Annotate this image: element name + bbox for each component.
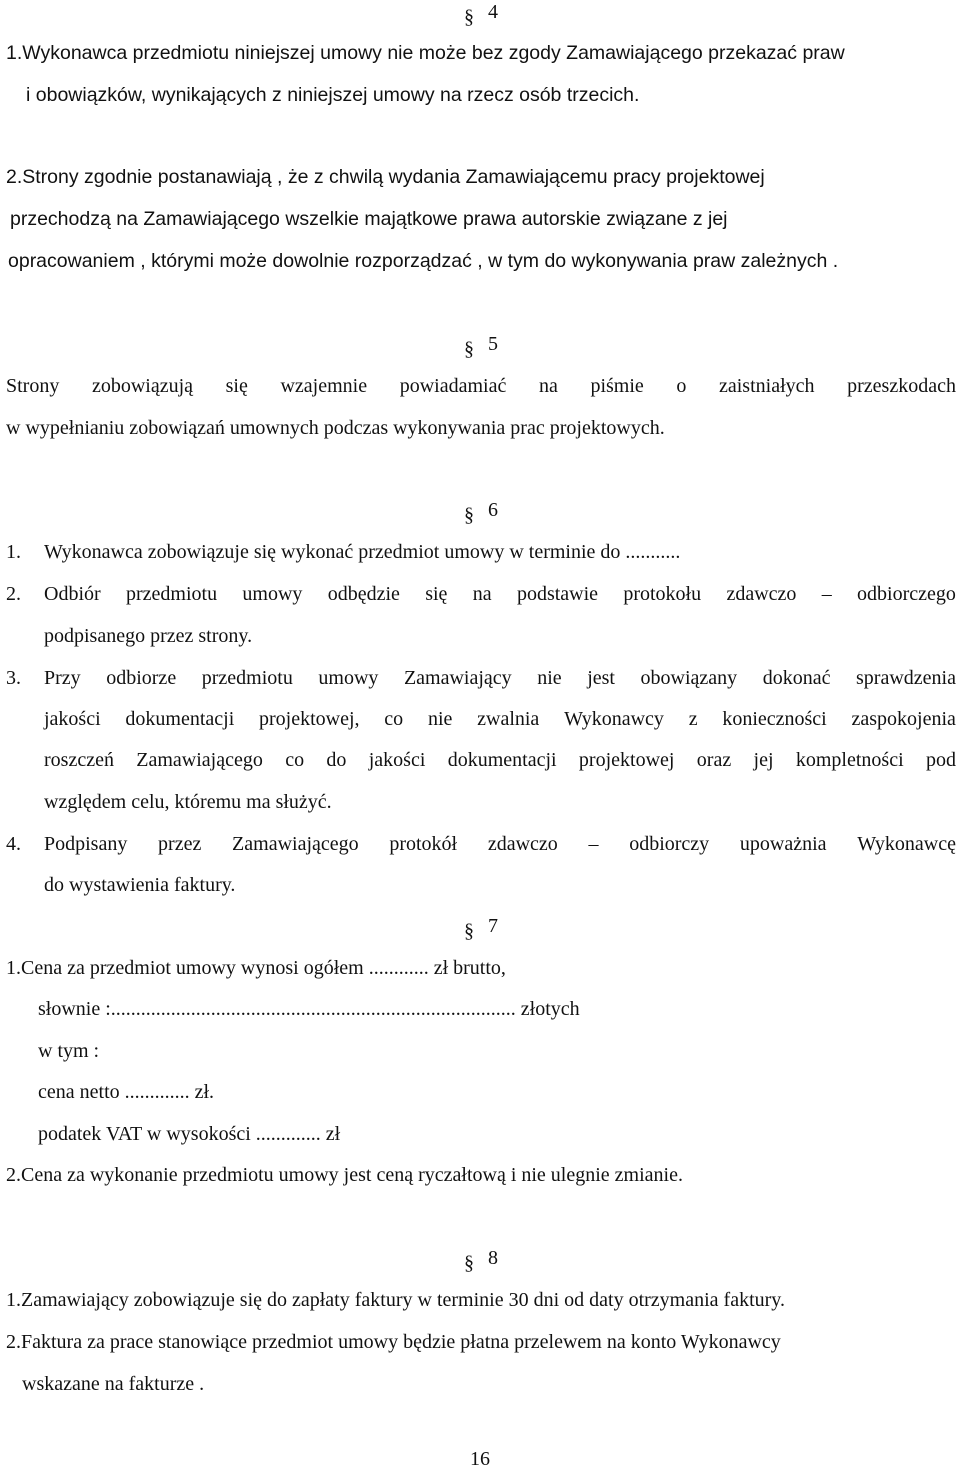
word: odbiorze — [106, 667, 177, 689]
word: jej — [753, 749, 774, 771]
word: Strony — [6, 375, 60, 397]
word: na — [538, 375, 558, 397]
s6-item2-number: 2. — [6, 583, 21, 605]
s8-line1: 1.Zamawiający zobowiązuje się do zapłaty faktury w terminie 30 dni od daty otrzymania faktury. — [6, 1289, 785, 1311]
s7-line5: podatek VAT w wysokości ............. zł — [38, 1123, 341, 1145]
s6-item4-number: 4. — [6, 833, 21, 855]
s4-p2-line1: 2.Strony zgodnie postanawiają , że z chwilą wydania Zamawiającemu pracy projektowej — [6, 166, 765, 188]
section-8-number: 8 — [488, 1247, 498, 1269]
word: zobowiązują — [91, 375, 194, 397]
section-4-number: 4 — [488, 1, 498, 23]
word: protokół — [389, 833, 458, 855]
svg-text:§: § — [464, 1254, 474, 1272]
svg-text:§: § — [464, 340, 474, 358]
s4-p2-line3: opracowaniem , którymi może dowolnie rozporządzać , w tym do wykonywania praw zależnych . — [8, 250, 839, 272]
word: powiadamiać — [399, 375, 507, 397]
word: Przy — [44, 667, 81, 689]
word: Podpisany — [44, 833, 128, 855]
s8-line2: 2.Faktura za prace stanowiące przedmiot umowy będzie płatna przelewem na konto Wykonawcy — [6, 1331, 781, 1353]
word: do — [326, 749, 347, 771]
page-number: 16 — [470, 1448, 490, 1470]
word: projektowej — [578, 749, 675, 771]
word: nie — [537, 667, 562, 689]
word: co — [285, 749, 305, 771]
section-7-heading — [464, 916, 498, 940]
section-5-heading — [464, 334, 498, 358]
word: jest — [587, 667, 615, 689]
s6-item1-line1: Wykonawca zobowiązuje się wykonać przedmiot umowy w terminie do ........... — [44, 541, 681, 563]
s6-item4-line2: do wystawienia faktury. — [44, 874, 236, 896]
section-4-heading — [464, 2, 498, 26]
s6-item3-line2 — [44, 709, 956, 729]
word: zaspokojenia — [851, 708, 956, 730]
word: oraz — [696, 749, 732, 771]
s6-item3-line3 — [44, 750, 956, 770]
s7-line2: słownie :................................................................................. złotych — [38, 998, 580, 1020]
word: Zamawiającego — [136, 749, 263, 771]
word: roszczeń — [44, 749, 114, 771]
word: konieczności — [722, 708, 827, 730]
word: zdawczo — [726, 583, 797, 605]
word: umowy — [242, 583, 303, 605]
word: kompletności — [795, 749, 904, 771]
word: Wykonawcę — [857, 833, 956, 855]
section-sign-icon — [464, 340, 479, 358]
word: nie — [427, 708, 453, 730]
word: dokumentacji — [125, 708, 235, 730]
word: Wykonawcy — [564, 708, 664, 730]
word: Odbiór — [44, 583, 101, 605]
word: przeszkodach — [847, 375, 956, 397]
word: się — [225, 375, 248, 397]
s7-line6: 2.Cena za wykonanie przedmiotu umowy jest ceną ryczałtową i nie ulegnie zmianie. — [6, 1164, 683, 1186]
word: Zamawiającego — [232, 833, 359, 855]
word: zaistniałych — [719, 375, 815, 397]
word: o — [676, 375, 687, 397]
word: zwalnia — [477, 708, 540, 730]
section-6-heading — [464, 500, 498, 524]
word: jakości — [368, 749, 426, 771]
word: z — [688, 708, 698, 730]
word: – — [821, 583, 832, 605]
word: umowy — [318, 667, 379, 689]
s6-item3-line4: względem celu, któremu ma służyć. — [44, 791, 332, 813]
s5-line1 — [6, 376, 956, 396]
word: projektowej, — [259, 708, 360, 730]
s8-line3: wskazane na fakturze . — [22, 1373, 205, 1395]
word: pod — [925, 749, 956, 771]
word: odbiorczego — [857, 583, 956, 605]
word: przedmiotu — [201, 667, 293, 689]
word: co — [384, 708, 404, 730]
word: przez — [158, 833, 202, 855]
word: protokołu — [623, 583, 702, 605]
word: zdawczo — [487, 833, 558, 855]
word: upoważnia — [739, 833, 827, 855]
section-8-heading — [464, 1248, 498, 1272]
section-sign-icon — [464, 8, 479, 26]
section-sign-icon — [464, 922, 479, 940]
s6-item2-line1 — [44, 584, 956, 604]
s7-line3: w tym : — [38, 1040, 100, 1062]
s4-p2-line2: przechodzą na Zamawiającego wszelkie majątkowe prawa autorskie związane z jej — [10, 208, 728, 230]
s6-item1-number: 1. — [6, 541, 21, 563]
s4-p1-line1: 1.Wykonawca przedmiotu niniejszej umowy nie może bez zgody Zamawiającego przekazać praw — [6, 42, 845, 64]
word: się — [425, 583, 448, 605]
s4-p1-line2: i obowiązków, wynikających z niniejszej umowy na rzecz osób trzecich. — [26, 84, 640, 106]
s7-line1: 1.Cena za przedmiot umowy wynosi ogółem ............ zł brutto, — [6, 957, 506, 979]
section-sign-icon — [464, 506, 479, 524]
word: jakości — [44, 708, 101, 730]
word: Zamawiający — [403, 667, 512, 689]
svg-text:§: § — [464, 506, 474, 524]
word: odbiorczy — [629, 833, 710, 855]
word: obowiązany — [640, 667, 738, 689]
word: dokonać — [762, 667, 831, 689]
word: piśmie — [590, 375, 644, 397]
section-sign-icon — [464, 1254, 479, 1272]
word: podstawie — [516, 583, 599, 605]
word: – — [588, 833, 599, 855]
s6-item4-line1 — [44, 834, 956, 854]
word: wzajemnie — [280, 375, 368, 397]
word: dokumentacji — [447, 749, 557, 771]
svg-text:§: § — [464, 922, 474, 940]
word: na — [472, 583, 492, 605]
s7-line4: cena netto ............. zł. — [38, 1081, 215, 1103]
word: sprawdzenia — [856, 667, 956, 689]
word: odbędzie — [327, 583, 400, 605]
svg-text:§: § — [464, 8, 474, 26]
s5-line2: w wypełnianiu zobowiązań umownych podczas wykonywania prac projektowych. — [6, 417, 665, 439]
word: przedmiotu — [125, 583, 218, 605]
s6-item3-line1 — [44, 668, 956, 688]
s6-item3-number: 3. — [6, 667, 21, 689]
section-7-number: 7 — [488, 915, 498, 937]
section-5-number: 5 — [488, 333, 498, 355]
section-6-number: 6 — [488, 499, 498, 521]
s6-item2-line2: podpisanego przez strony. — [44, 625, 253, 647]
